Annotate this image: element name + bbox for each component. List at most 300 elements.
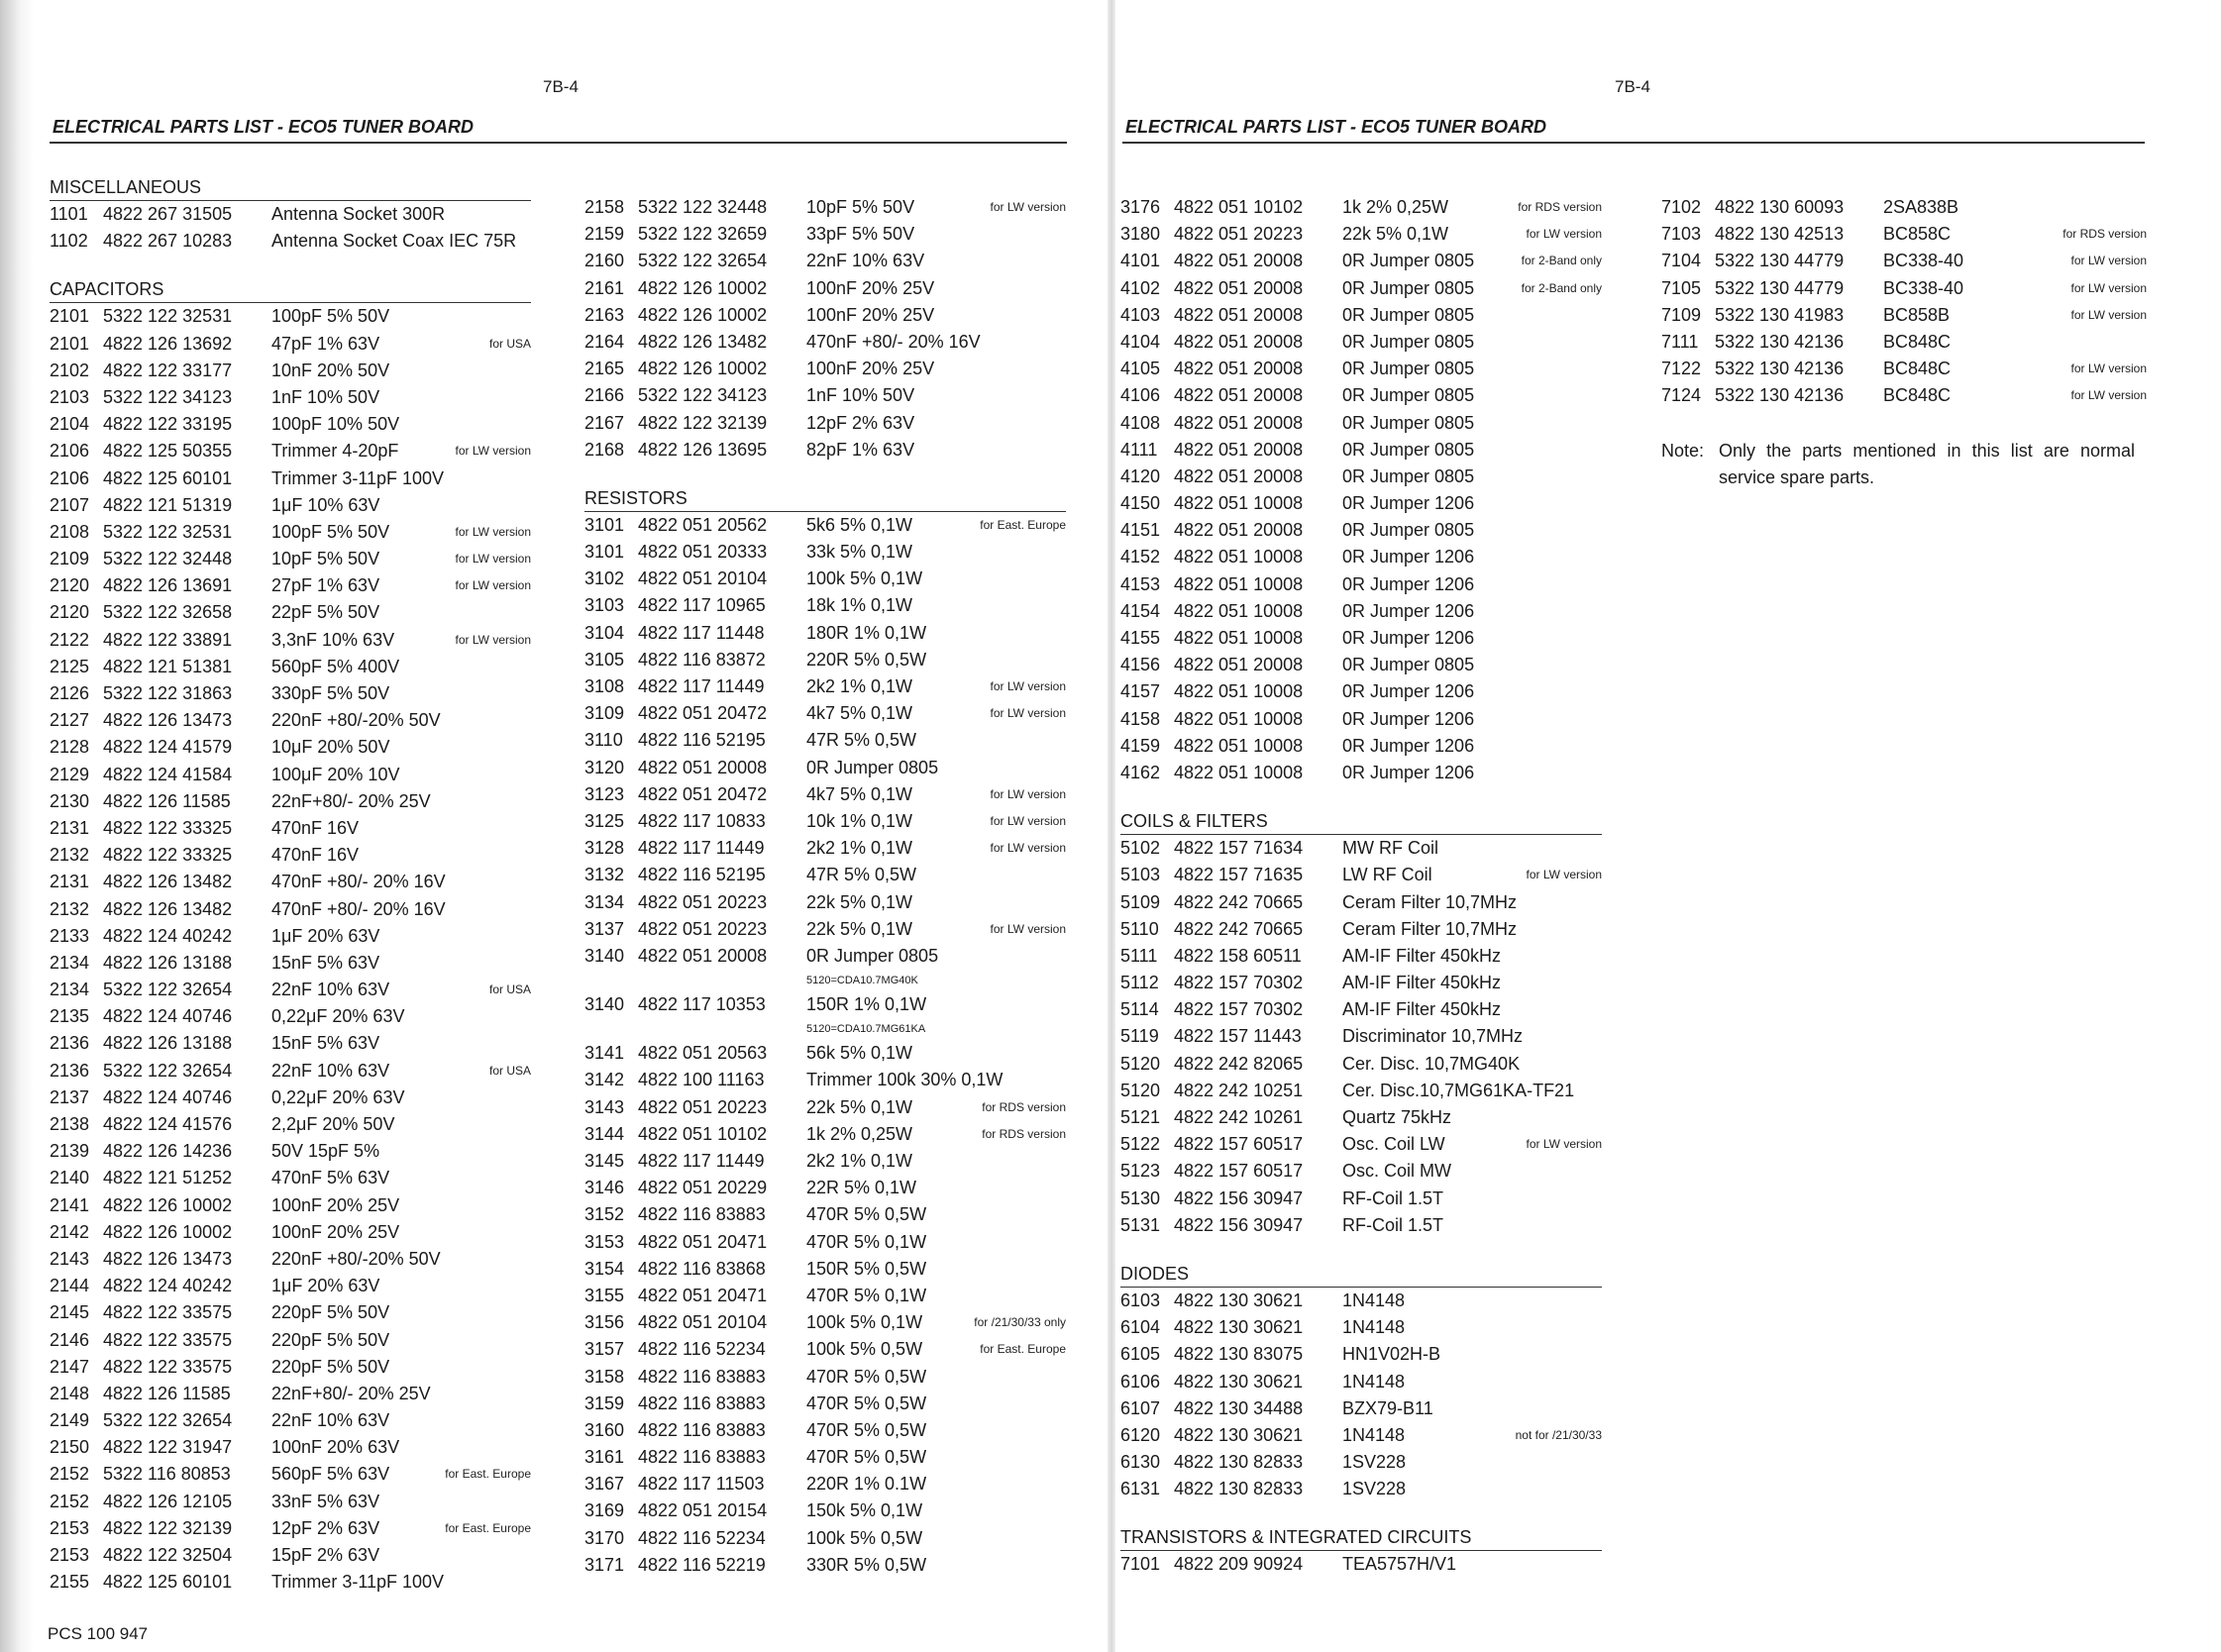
part-position: 7104 bbox=[1661, 251, 1702, 271]
part-row bbox=[50, 896, 531, 923]
part-description: 470nF 16V bbox=[271, 845, 360, 866]
part-position: 7101 bbox=[1120, 1554, 1161, 1575]
part-number: 4822 051 20104 bbox=[638, 1312, 768, 1333]
part-position: 3123 bbox=[584, 783, 625, 804]
part-row bbox=[584, 835, 1066, 862]
part-number: 4822 121 51252 bbox=[103, 1168, 233, 1188]
part-number: 4822 157 70302 bbox=[1174, 973, 1304, 993]
part-description: 47pF 1% 63V bbox=[271, 333, 380, 354]
part-row bbox=[50, 303, 531, 330]
part-description: 470nF +80/- 20% 16V bbox=[271, 898, 446, 919]
part-row bbox=[1120, 517, 1602, 544]
part-row bbox=[50, 815, 531, 842]
part-position: 3161 bbox=[584, 1447, 625, 1468]
part-description: 22nF 10% 63V bbox=[806, 251, 925, 271]
part-number: 4822 116 83883 bbox=[638, 1447, 766, 1468]
part-row bbox=[50, 788, 531, 815]
part-position: 3105 bbox=[584, 649, 625, 670]
part-row bbox=[1120, 1078, 1602, 1104]
part-position: 3125 bbox=[584, 810, 625, 831]
part-row bbox=[584, 194, 1066, 221]
part-number: 5322 116 80853 bbox=[103, 1464, 231, 1485]
part-description: 12pF 2% 63V bbox=[806, 412, 915, 433]
part-description: 470nF 16V bbox=[271, 817, 360, 838]
part-row bbox=[50, 546, 531, 572]
part-row bbox=[584, 1417, 1066, 1444]
part-number: 4822 116 83883 bbox=[638, 1204, 766, 1225]
part-row bbox=[584, 1201, 1066, 1228]
part-position: 2103 bbox=[50, 386, 90, 407]
part-position: 6131 bbox=[1120, 1479, 1161, 1499]
part-row bbox=[1120, 678, 1602, 705]
part-position: 2101 bbox=[50, 306, 90, 327]
part-number: 4822 051 20008 bbox=[1174, 465, 1304, 486]
part-position: 2141 bbox=[50, 1194, 90, 1215]
part-position: 4151 bbox=[1120, 520, 1161, 541]
part-row bbox=[50, 599, 531, 626]
part-number: 4822 051 20154 bbox=[638, 1500, 768, 1521]
part-number: 4822 122 32139 bbox=[103, 1517, 233, 1538]
part-position: 4159 bbox=[1120, 735, 1161, 756]
part-row bbox=[584, 1121, 1066, 1148]
part-position: 5102 bbox=[1120, 838, 1161, 859]
part-position: 3101 bbox=[584, 542, 625, 563]
part-description: RF-Coil 1.5T bbox=[1342, 1187, 1444, 1208]
part-description: 220nF +80/-20% 50V bbox=[271, 1248, 441, 1269]
part-position: 2158 bbox=[584, 197, 625, 217]
part-row bbox=[50, 1434, 531, 1461]
part-description: BC858B bbox=[1883, 304, 1951, 325]
part-position: 5103 bbox=[1120, 865, 1161, 885]
part-number: 4822 157 71634 bbox=[1174, 838, 1304, 859]
part-number: 4822 051 10008 bbox=[1174, 681, 1304, 702]
part-subnote: 5120=CDA10.7MG61KA bbox=[806, 1023, 926, 1036]
part-row bbox=[584, 512, 1066, 539]
part-position: 2130 bbox=[50, 790, 90, 811]
part-row bbox=[50, 1192, 531, 1219]
part-description: BC848C bbox=[1883, 385, 1952, 406]
part-description: 4k7 5% 0,1W bbox=[806, 703, 913, 724]
part-number: 4822 126 10002 bbox=[103, 1221, 233, 1242]
part-position: 2140 bbox=[50, 1168, 90, 1188]
part-number: 5322 122 32654 bbox=[103, 1060, 233, 1081]
part-description: 1N4148 bbox=[1342, 1371, 1406, 1392]
part-number: 4822 157 71635 bbox=[1174, 865, 1304, 885]
part-position: 3167 bbox=[584, 1474, 625, 1495]
part-position: 3137 bbox=[584, 918, 625, 939]
part-position: 2131 bbox=[50, 817, 90, 838]
part-position: 2164 bbox=[584, 331, 625, 352]
part-description: 1nF 10% 50V bbox=[271, 386, 380, 407]
part-row bbox=[1120, 1051, 1602, 1078]
part-position: 5121 bbox=[1120, 1107, 1161, 1127]
part-description: 0R Jumper 0805 bbox=[806, 945, 939, 966]
part-position: 3171 bbox=[584, 1554, 625, 1575]
part-number: 4822 156 30947 bbox=[1174, 1214, 1304, 1235]
part-description: 10pF 5% 50V bbox=[271, 549, 380, 569]
part-description: 1N4148 bbox=[1342, 1290, 1406, 1310]
part-row bbox=[1120, 382, 1602, 409]
part-row bbox=[1120, 916, 1602, 943]
part-number: 5322 130 42136 bbox=[1715, 331, 1845, 352]
part-description: 470R 5% 0,5W bbox=[806, 1419, 927, 1440]
part-number: 4822 051 20008 bbox=[1174, 439, 1304, 460]
part-description: 0R Jumper 0805 bbox=[1342, 439, 1475, 460]
part-position: 4108 bbox=[1120, 412, 1161, 433]
part-position: 7122 bbox=[1661, 359, 1702, 379]
part-position: 3170 bbox=[584, 1527, 625, 1548]
part-row bbox=[50, 1327, 531, 1354]
part-position: 5122 bbox=[1120, 1134, 1161, 1155]
parts-column-3 bbox=[1120, 194, 1602, 1579]
part-note: for LW version bbox=[455, 524, 531, 539]
part-row bbox=[584, 221, 1066, 248]
part-number: 4822 117 10833 bbox=[638, 810, 766, 831]
part-position: 2155 bbox=[50, 1572, 90, 1593]
part-row bbox=[584, 302, 1066, 329]
part-position: 2142 bbox=[50, 1221, 90, 1242]
part-row bbox=[1120, 410, 1602, 437]
part-position: 5131 bbox=[1120, 1214, 1161, 1235]
part-description: 0R Jumper 0805 bbox=[806, 757, 939, 777]
part-number: 4822 126 10002 bbox=[638, 304, 768, 325]
part-description: 22nF+80/- 20% 25V bbox=[271, 790, 431, 811]
part-description: 27pF 1% 63V bbox=[271, 575, 380, 596]
part-row bbox=[50, 384, 531, 411]
part-note: for 2-Band only bbox=[1521, 280, 1602, 295]
part-row bbox=[1661, 275, 2147, 302]
part-number: 5322 122 32654 bbox=[103, 1410, 233, 1431]
part-description: 1SV228 bbox=[1342, 1452, 1407, 1473]
part-row bbox=[50, 438, 531, 465]
part-position: 3140 bbox=[584, 994, 625, 1015]
part-row bbox=[50, 707, 531, 734]
part-position: 2149 bbox=[50, 1410, 90, 1431]
section-heading: MISCELLANEOUS bbox=[50, 174, 531, 201]
part-number: 4822 242 70665 bbox=[1174, 918, 1304, 939]
part-row bbox=[1120, 862, 1602, 888]
part-description: 100pF 5% 50V bbox=[271, 521, 390, 542]
part-number: 4822 121 51319 bbox=[103, 494, 233, 515]
part-description: 470R 5% 0,1W bbox=[806, 1231, 927, 1252]
part-row bbox=[1120, 490, 1602, 517]
part-description: RF-Coil 1.5T bbox=[1342, 1214, 1444, 1235]
part-row bbox=[50, 1003, 531, 1030]
part-row bbox=[584, 1364, 1066, 1391]
part-number: 4822 130 83075 bbox=[1174, 1344, 1304, 1365]
part-note: for /21/30/33 only bbox=[974, 1315, 1066, 1330]
part-note: for East. Europe bbox=[980, 1342, 1066, 1357]
part-position: 2145 bbox=[50, 1302, 90, 1323]
part-number: 4822 117 11449 bbox=[638, 676, 765, 696]
part-row bbox=[50, 762, 531, 788]
part-description: 220R 5% 0,5W bbox=[806, 649, 927, 670]
part-position: 7109 bbox=[1661, 304, 1702, 325]
part-number: 5322 122 32448 bbox=[103, 549, 233, 569]
part-row bbox=[1661, 248, 2147, 274]
part-number: 4822 126 13695 bbox=[638, 439, 768, 460]
part-number: 4822 122 33575 bbox=[103, 1302, 233, 1323]
part-description: 0R Jumper 0805 bbox=[1342, 520, 1475, 541]
part-position: 4103 bbox=[1120, 304, 1161, 325]
part-row bbox=[50, 1407, 531, 1434]
part-note: for LW version bbox=[1526, 868, 1602, 882]
part-position: 3176 bbox=[1120, 197, 1161, 217]
part-number: 4822 124 41576 bbox=[103, 1114, 233, 1134]
part-position: 2136 bbox=[50, 1060, 90, 1081]
part-row bbox=[1120, 464, 1602, 490]
part-note: for LW version bbox=[990, 706, 1066, 721]
part-number: 4822 051 10008 bbox=[1174, 628, 1304, 648]
part-position: 3144 bbox=[584, 1123, 625, 1144]
part-position: 4101 bbox=[1120, 251, 1161, 271]
part-number: 4822 116 83868 bbox=[638, 1258, 766, 1279]
part-row bbox=[1120, 706, 1602, 733]
part-number: 4822 126 13473 bbox=[103, 1248, 233, 1269]
part-note: for USA bbox=[488, 336, 531, 351]
part-row bbox=[1661, 329, 2147, 356]
part-number: 5322 122 31863 bbox=[103, 683, 233, 703]
part-description: 0R Jumper 1206 bbox=[1342, 681, 1475, 702]
part-row bbox=[584, 1552, 1066, 1579]
part-description: 33pF 5% 50V bbox=[806, 224, 915, 245]
part-description: 10pF 5% 50V bbox=[806, 197, 915, 217]
part-row bbox=[584, 1040, 1066, 1067]
part-note: for LW version bbox=[1526, 227, 1602, 242]
part-description: 0R Jumper 0805 bbox=[1342, 304, 1475, 325]
part-row bbox=[1120, 221, 1602, 248]
part-description: 22pF 5% 50V bbox=[271, 602, 380, 623]
part-position: 2161 bbox=[584, 277, 625, 298]
part-position: 2131 bbox=[50, 872, 90, 892]
part-description: 470R 5% 0,5W bbox=[806, 1393, 927, 1413]
part-position: 2152 bbox=[50, 1491, 90, 1511]
part-row bbox=[1120, 1449, 1602, 1476]
part-description: 330pF 5% 50V bbox=[271, 683, 390, 703]
part-number: 4822 051 20008 bbox=[1174, 304, 1304, 325]
part-number: 4822 124 41584 bbox=[103, 764, 233, 784]
part-position: 7124 bbox=[1661, 385, 1702, 406]
part-position: 2106 bbox=[50, 467, 90, 488]
part-description: 100pF 5% 50V bbox=[271, 306, 390, 327]
left-title-rule bbox=[50, 142, 1067, 144]
part-position: 2104 bbox=[50, 414, 90, 435]
parts-column-1 bbox=[50, 174, 531, 1596]
part-position: 2167 bbox=[584, 412, 625, 433]
part-description: 22k 5% 0,1W bbox=[806, 1096, 913, 1117]
part-description: BZX79-B11 bbox=[1342, 1397, 1433, 1418]
part-number: 4822 051 20223 bbox=[638, 918, 768, 939]
part-position: 7103 bbox=[1661, 224, 1702, 245]
part-position: 4154 bbox=[1120, 600, 1161, 621]
part-note: for RDS version bbox=[982, 1099, 1066, 1114]
part-description: 470R 5% 0,5W bbox=[806, 1366, 927, 1387]
part-number: 4822 130 82833 bbox=[1174, 1452, 1304, 1473]
part-description: 0R Jumper 0805 bbox=[1342, 359, 1475, 379]
part-row bbox=[584, 781, 1066, 808]
part-number: 4822 122 33891 bbox=[103, 629, 233, 650]
part-number: 4822 051 10008 bbox=[1174, 600, 1304, 621]
part-number: 4822 051 20008 bbox=[1174, 655, 1304, 675]
part-position: 2129 bbox=[50, 764, 90, 784]
part-row bbox=[1120, 1212, 1602, 1239]
part-row bbox=[50, 331, 531, 358]
part-note: for LW version bbox=[990, 200, 1066, 214]
part-note: for LW version bbox=[455, 632, 531, 647]
part-number: 4822 051 10008 bbox=[1174, 573, 1304, 594]
part-row bbox=[584, 991, 1066, 1018]
part-position: 5112 bbox=[1120, 973, 1159, 993]
part-position: 2153 bbox=[50, 1517, 90, 1538]
part-description: 330R 5% 0,5W bbox=[806, 1554, 927, 1575]
part-position: 2101 bbox=[50, 333, 90, 354]
part-description: 0R Jumper 0805 bbox=[1342, 331, 1475, 352]
part-note: for LW version bbox=[2070, 307, 2147, 322]
part-row bbox=[584, 620, 1066, 647]
part-row bbox=[584, 1497, 1066, 1524]
part-description: 0R Jumper 0805 bbox=[1342, 385, 1475, 406]
part-description: 100k 5% 0,1W bbox=[806, 568, 923, 589]
part-description: Quartz 75kHz bbox=[1342, 1107, 1452, 1127]
part-number: 5322 122 32448 bbox=[638, 197, 768, 217]
part-number: 4822 051 10102 bbox=[638, 1123, 768, 1144]
part-description: 47R 5% 0,5W bbox=[806, 865, 917, 885]
part-position: 2127 bbox=[50, 710, 90, 731]
section-heading: COILS & FILTERS bbox=[1120, 808, 1602, 835]
part-description: 100k 5% 0,5W bbox=[806, 1527, 923, 1548]
part-description: 220pF 5% 50V bbox=[271, 1329, 390, 1350]
part-position: 2143 bbox=[50, 1248, 90, 1269]
note-text: Only the parts mentioned in this list are normal service spare parts. bbox=[1719, 441, 2135, 487]
part-number: 4822 051 20008 bbox=[1174, 277, 1304, 298]
part-description: 0R Jumper 0805 bbox=[1342, 655, 1475, 675]
part-subnote: 5120=CDA10.7MG40K bbox=[806, 975, 918, 987]
part-number: 4822 051 20563 bbox=[638, 1043, 768, 1064]
part-position: 7111 bbox=[1661, 331, 1699, 352]
part-row bbox=[1120, 1422, 1602, 1449]
part-row bbox=[1661, 302, 2147, 329]
part-description: BC338-40 bbox=[1883, 251, 1964, 271]
part-row bbox=[50, 627, 531, 654]
part-number: 5322 122 32531 bbox=[103, 306, 233, 327]
part-description: 1N4148 bbox=[1342, 1424, 1406, 1445]
part-number: 4822 267 10283 bbox=[103, 231, 233, 252]
part-note: for LW version bbox=[455, 444, 531, 459]
part-position: 3142 bbox=[584, 1070, 625, 1090]
part-description: BC848C bbox=[1883, 359, 1952, 379]
part-description: AM-IF Filter 450kHz bbox=[1342, 945, 1502, 966]
part-number: 4822 124 40746 bbox=[103, 1086, 233, 1107]
part-row bbox=[1120, 1023, 1602, 1050]
part-row bbox=[1120, 943, 1602, 970]
part-description: 0R Jumper 1206 bbox=[1342, 493, 1475, 514]
part-description: Trimmer 4-20pF bbox=[271, 441, 399, 462]
part-row bbox=[1120, 329, 1602, 356]
part-description: Trimmer 3-11pF 100V bbox=[271, 467, 445, 488]
part-number: 4822 126 13691 bbox=[103, 575, 233, 596]
part-note: for LW version bbox=[2070, 388, 2147, 403]
part-number: 4822 242 10261 bbox=[1174, 1107, 1304, 1127]
part-position: 5110 bbox=[1120, 918, 1159, 939]
part-description: 22k 5% 0,1W bbox=[1342, 224, 1449, 245]
part-row bbox=[50, 869, 531, 895]
part-position: 4106 bbox=[1120, 385, 1161, 406]
part-position: 2132 bbox=[50, 898, 90, 919]
left-page-title: ELECTRICAL PARTS LIST - ECO5 TUNER BOARD bbox=[53, 117, 475, 137]
part-position: 2107 bbox=[50, 494, 90, 515]
part-description: 2k2 1% 0,1W bbox=[806, 838, 913, 859]
part-note: not for /21/30/33 bbox=[1515, 1427, 1602, 1442]
part-description: 150R 1% 0,1W bbox=[806, 994, 927, 1015]
part-position: 2136 bbox=[50, 1033, 90, 1054]
page-edge-shadow bbox=[0, 0, 34, 1652]
part-number: 4822 126 12105 bbox=[103, 1491, 233, 1511]
part-number: 4822 126 13473 bbox=[103, 710, 233, 731]
part-position: 7102 bbox=[1661, 197, 1702, 217]
part-description: 0R Jumper 1206 bbox=[1342, 735, 1475, 756]
document-code-footer: PCS 100 947 bbox=[48, 1624, 149, 1643]
part-number: 4822 122 33325 bbox=[103, 817, 233, 838]
part-position: 2120 bbox=[50, 602, 90, 623]
part-number: 5322 130 44779 bbox=[1715, 277, 1845, 298]
part-number: 4822 117 10353 bbox=[638, 994, 766, 1015]
part-number: 4822 116 52195 bbox=[638, 865, 766, 885]
part-description: 47R 5% 0,5W bbox=[806, 730, 917, 751]
part-row bbox=[584, 410, 1066, 437]
part-row bbox=[50, 1489, 531, 1515]
part-description: 1nF 10% 50V bbox=[806, 385, 915, 406]
part-description: Ceram Filter 10,7MHz bbox=[1342, 918, 1518, 939]
part-row bbox=[50, 1569, 531, 1596]
part-row bbox=[50, 228, 531, 255]
part-position: 5120 bbox=[1120, 1053, 1161, 1074]
part-position: 3154 bbox=[584, 1258, 625, 1279]
part-position: 3110 bbox=[584, 730, 623, 751]
part-number: 4822 158 60511 bbox=[1174, 945, 1302, 966]
part-position: 6105 bbox=[1120, 1344, 1161, 1365]
part-position: 4111 bbox=[1120, 439, 1158, 460]
part-description: TEA5757H/V1 bbox=[1342, 1554, 1457, 1575]
part-position: 2102 bbox=[50, 360, 90, 380]
part-position: 4156 bbox=[1120, 655, 1161, 675]
part-number: 4822 051 20223 bbox=[1174, 224, 1304, 245]
part-position: 2150 bbox=[50, 1437, 90, 1458]
part-number: 4822 116 83883 bbox=[638, 1419, 766, 1440]
right-page-title: ELECTRICAL PARTS LIST - ECO5 TUNER BOARD bbox=[1125, 117, 1547, 137]
part-position: 5130 bbox=[1120, 1187, 1161, 1208]
part-description: 10μF 20% 50V bbox=[271, 737, 390, 758]
part-number: 4822 125 60101 bbox=[103, 467, 233, 488]
part-description: 1k 2% 0,25W bbox=[806, 1123, 913, 1144]
part-number: 4822 051 10008 bbox=[1174, 708, 1304, 729]
part-note: for LW version bbox=[990, 921, 1066, 936]
parts-column-4 bbox=[1661, 194, 2147, 410]
part-number: 4822 124 41579 bbox=[103, 737, 233, 758]
part-description: 0,22μF 20% 63V bbox=[271, 1086, 405, 1107]
part-number: 4822 116 52195 bbox=[638, 730, 766, 751]
part-position: 6130 bbox=[1120, 1452, 1161, 1473]
part-number: 4822 130 34488 bbox=[1174, 1397, 1304, 1418]
part-description: 470nF +80/- 20% 16V bbox=[806, 331, 981, 352]
part-number: 5322 130 44779 bbox=[1715, 251, 1845, 271]
part-description: 22nF 10% 63V bbox=[271, 1060, 390, 1081]
part-description: 470R 5% 0,5W bbox=[806, 1447, 927, 1468]
part-row bbox=[1120, 275, 1602, 302]
part-position: 2152 bbox=[50, 1464, 90, 1485]
part-row bbox=[50, 1111, 531, 1138]
part-subnote-row bbox=[584, 1018, 1066, 1040]
part-row bbox=[1661, 356, 2147, 382]
